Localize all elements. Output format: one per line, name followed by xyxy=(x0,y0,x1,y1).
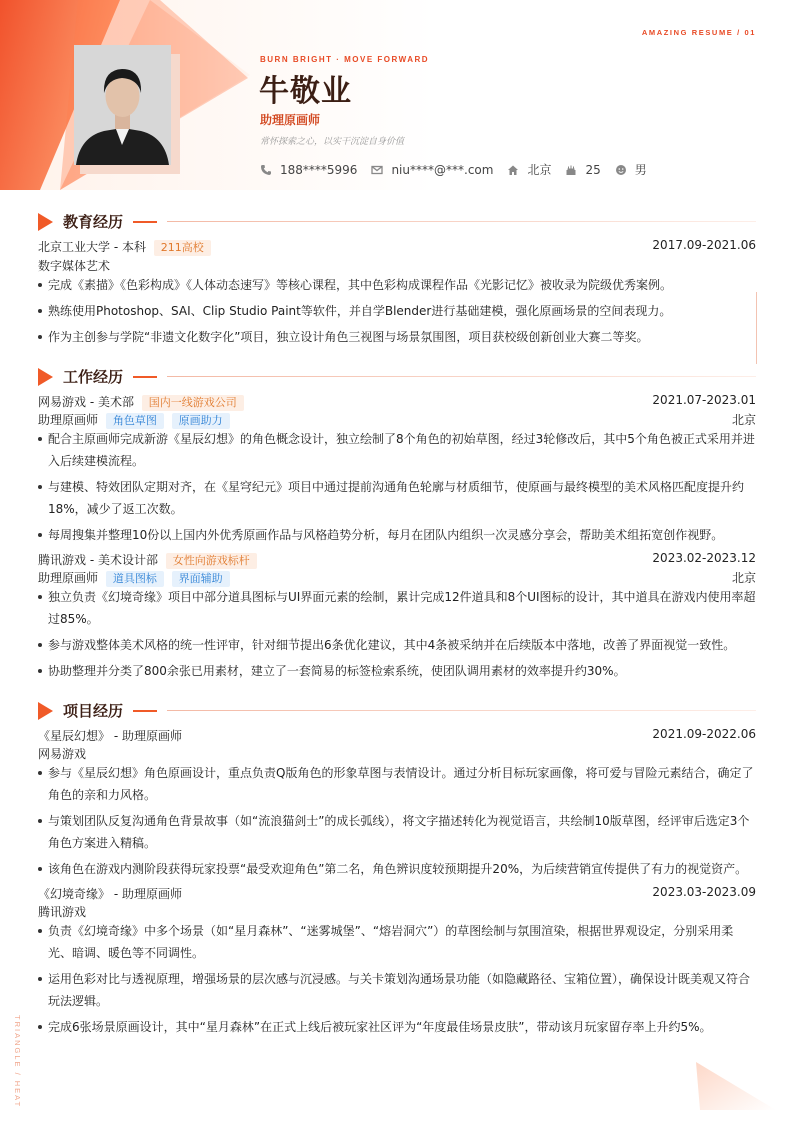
bullet-dot xyxy=(38,1025,42,1029)
bullet-text: 参与游戏整体美术风格的统一性评审，针对细节提出6条优化建议，其中4条被采纳并在后续版本中落地，改善了界面视觉一致性。 xyxy=(48,638,736,652)
home-icon xyxy=(507,164,519,176)
bullet-text: 每周搜集并整理10份以上国内外优秀原画作品与风格趋势分析，每月在团队内组织一次灵感分享会，帮助美术组拓宽创作视野。 xyxy=(48,528,724,542)
skill-tag: 角色草图 xyxy=(106,413,164,429)
bullet-text: 与建模、特效团队定期对齐，在《星穹纪元》项目中通过提前沟通角色轮廓与材质细节，使原画与最终模型的美术风格匹配度提升约18%，减少了返工次数。 xyxy=(48,480,745,516)
section-triangle-icon xyxy=(38,213,53,231)
job-city: 北京 xyxy=(731,571,756,585)
phone-text: 188****5996 xyxy=(280,162,358,177)
section-divider xyxy=(167,710,756,711)
bullet-dot xyxy=(38,867,42,871)
bullet-dot xyxy=(38,485,42,489)
side-accent-line xyxy=(756,292,757,364)
contact-city xyxy=(507,161,551,178)
candidate-name: 牛敬业 xyxy=(259,74,352,109)
education-bullet xyxy=(38,274,756,296)
section-dash xyxy=(133,376,157,378)
bullet-dot xyxy=(38,643,42,647)
job-city: 北京 xyxy=(731,413,756,427)
contact-email[interactable] xyxy=(371,163,493,177)
job-position-row xyxy=(38,411,756,429)
bullet-text: 完成6张场景原画设计，其中“星月森林”在正式上线后被玩家社区评为“年度最佳场景皮肤”，带动该月玩家留存率上升约5%。 xyxy=(48,1020,712,1034)
bullet-dot xyxy=(38,595,42,599)
side-vertical-text: TRIANGLE / HEAT xyxy=(13,1015,22,1109)
resume-page-tag: AMAZING RESUME / 01 xyxy=(641,28,756,37)
project-bullet xyxy=(38,920,756,964)
phone-icon xyxy=(260,164,272,176)
job-bullet xyxy=(38,634,756,656)
bullet-text: 作为主创参与学院“非遗文化数字化”项目，独立设计角色三视图与场景氛围图，项目获校级创新创业大赛二等奖。 xyxy=(48,330,649,344)
project-company: 腾讯游戏 xyxy=(38,905,87,919)
project-header xyxy=(38,885,756,902)
company-tag: 国内一线游戏公司 xyxy=(142,395,244,411)
work-section-title: 工作经历 xyxy=(63,368,124,386)
job-position: 助理原画师 xyxy=(38,571,99,585)
bullet-dot xyxy=(38,283,42,287)
project-date: 2021.09-2022.06 xyxy=(652,727,756,741)
contact-gender xyxy=(615,161,647,178)
job-bullet xyxy=(38,660,756,682)
bullet-dot xyxy=(38,309,42,313)
decor-triangle-bottom xyxy=(696,1062,776,1110)
company-name: 网易游戏 - 美术部 xyxy=(38,395,134,409)
major-name: 数字媒体艺术 xyxy=(38,259,111,273)
contact-info xyxy=(260,161,661,178)
bullet-text: 运用色彩对比与透视原理，增强场景的层次感与沉浸感。与关卡策划沟通场景功能（如隐藏路径、宝箱位置），确保设计既美观又符合玩法逻辑。 xyxy=(48,972,751,1008)
section-divider xyxy=(167,221,756,222)
section-triangle-icon xyxy=(38,702,53,720)
skill-tag: 原画助力 xyxy=(172,413,230,429)
project-name: 《幻境奇缘》 - 助理原画师 xyxy=(38,887,182,901)
bullet-dot xyxy=(38,533,42,537)
bullet-text: 参与《星辰幻想》角色原画设计，重点负责Q版角色的形象草图与表情设计。通过分析目标玩家画像，将可爱与冒险元素结合，确定了角色的亲和力风格。 xyxy=(48,766,754,802)
project-name: 《星辰幻想》 - 助理原画师 xyxy=(38,729,182,743)
bullet-dot xyxy=(38,437,42,441)
project-company: 网易游戏 xyxy=(38,747,87,761)
project-header xyxy=(38,727,756,744)
bullet-dot xyxy=(38,335,42,339)
project-bullet xyxy=(38,858,756,880)
job-bullet xyxy=(38,476,756,520)
job-header xyxy=(38,551,756,569)
bullet-dot xyxy=(38,929,42,933)
education-section-header xyxy=(38,211,756,232)
city-text: 北京 xyxy=(527,163,552,177)
school-name: 北京工业大学 - 本科 xyxy=(38,240,146,254)
job-header xyxy=(38,393,756,411)
company-name: 腾讯游戏 - 美术设计部 xyxy=(38,553,158,567)
motto: 常怀探索之心，以实干沉淀自身价值 xyxy=(260,137,405,147)
work-section-header xyxy=(38,366,756,387)
education-bullet xyxy=(38,326,756,348)
project-bullet xyxy=(38,1016,756,1038)
contact-age xyxy=(565,163,600,177)
email-text: niu****@***.com xyxy=(391,162,494,177)
email-icon xyxy=(371,164,383,176)
job-date: 2023.02-2023.12 xyxy=(652,551,756,565)
section-triangle-icon xyxy=(38,368,53,386)
section-dash xyxy=(133,221,157,223)
job-bullet xyxy=(38,524,756,546)
education-section-title: 教育经历 xyxy=(63,213,124,231)
major-row xyxy=(38,257,756,274)
project-company-row xyxy=(38,903,756,920)
slogan: BURN BRIGHT · MOVE FORWARD xyxy=(260,55,430,64)
project-date: 2023.03-2023.09 xyxy=(652,885,756,899)
job-bullet xyxy=(38,428,756,472)
job-title: 助理原画师 xyxy=(260,113,321,127)
age-text: 25 xyxy=(585,162,601,177)
section-dash xyxy=(133,710,157,712)
skill-tag: 道具图标 xyxy=(106,571,164,587)
project-company-row xyxy=(38,745,756,762)
job-position: 助理原画师 xyxy=(38,413,99,427)
bullet-text: 独立负责《幻境奇缘》项目中部分道具图标与UI界面元素的绘制，累计完成12件道具和8个UI图标的设计，其中道具在游戏内使用率超过85%。 xyxy=(48,590,756,626)
bullet-dot xyxy=(38,819,42,823)
bullet-text: 完成《素描》《色彩构成》《人体动态速写》等核心课程，其中色彩构成课程作品《光影记忆》被收录为院级优秀案例。 xyxy=(48,278,673,292)
education-date: 2017.09-2021.06 xyxy=(652,238,756,252)
bullet-text: 配合主原画师完成新游《星辰幻想》的角色概念设计，独立绘制了8个角色的初始草图，经过3轮修改后，其中5个角色被正式采用并进入后续建模流程。 xyxy=(48,432,755,468)
education-bullet xyxy=(38,300,756,322)
bullet-dot xyxy=(38,977,42,981)
education-entry-header xyxy=(38,238,756,256)
bullet-dot xyxy=(38,771,42,775)
contact-phone[interactable] xyxy=(260,163,357,177)
job-bullet xyxy=(38,586,756,630)
job-position-row xyxy=(38,569,756,587)
bullet-dot xyxy=(38,669,42,673)
project-bullet xyxy=(38,810,756,854)
face-icon xyxy=(615,164,627,176)
project-bullet xyxy=(38,762,756,806)
bullet-text: 负责《幻境奇缘》中多个场景（如“星月森林”、“迷雾城堡”、“熔岩洞穴”）的草图绘制与氛围渲染，根据世界观设定，分别采用柔光、暗调、暖色等不同调性。 xyxy=(48,924,734,960)
projects-section-header xyxy=(38,700,756,721)
profile-photo xyxy=(74,45,171,165)
projects-section-title: 项目经历 xyxy=(63,702,124,720)
gender-text: 男 xyxy=(634,163,647,177)
job-date: 2021.07-2023.01 xyxy=(652,393,756,407)
bullet-text: 与策划团队反复沟通角色背景故事（如“流浪猫剑士”的成长弧线），将文字描述转化为视觉语言，共绘制10版草图，经评审后选定3个角色方案进入精稿。 xyxy=(48,814,750,850)
school-tag: 211高校 xyxy=(154,240,211,256)
skill-tag: 界面辅助 xyxy=(172,571,230,587)
bullet-text: 该角色在游戏内测阶段获得玩家投票“最受欢迎角色”第二名，角色辨识度较预期提升20%，为后续营销宣传提供了有力的视觉资产。 xyxy=(48,862,748,876)
project-bullet xyxy=(38,968,756,1012)
company-tag: 女性向游戏标杆 xyxy=(166,553,257,569)
section-divider xyxy=(167,376,756,377)
cake-icon xyxy=(565,164,577,176)
bullet-text: 协助整理并分类了800余张已用素材，建立了一套简易的标签检索系统，使团队调用素材的效率提升约30%。 xyxy=(48,664,626,678)
bullet-text: 熟练使用Photoshop、SAI、Clip Studio Paint等软件，并自学Blender进行基础建模，强化原画场景的空间表现力。 xyxy=(48,304,672,318)
